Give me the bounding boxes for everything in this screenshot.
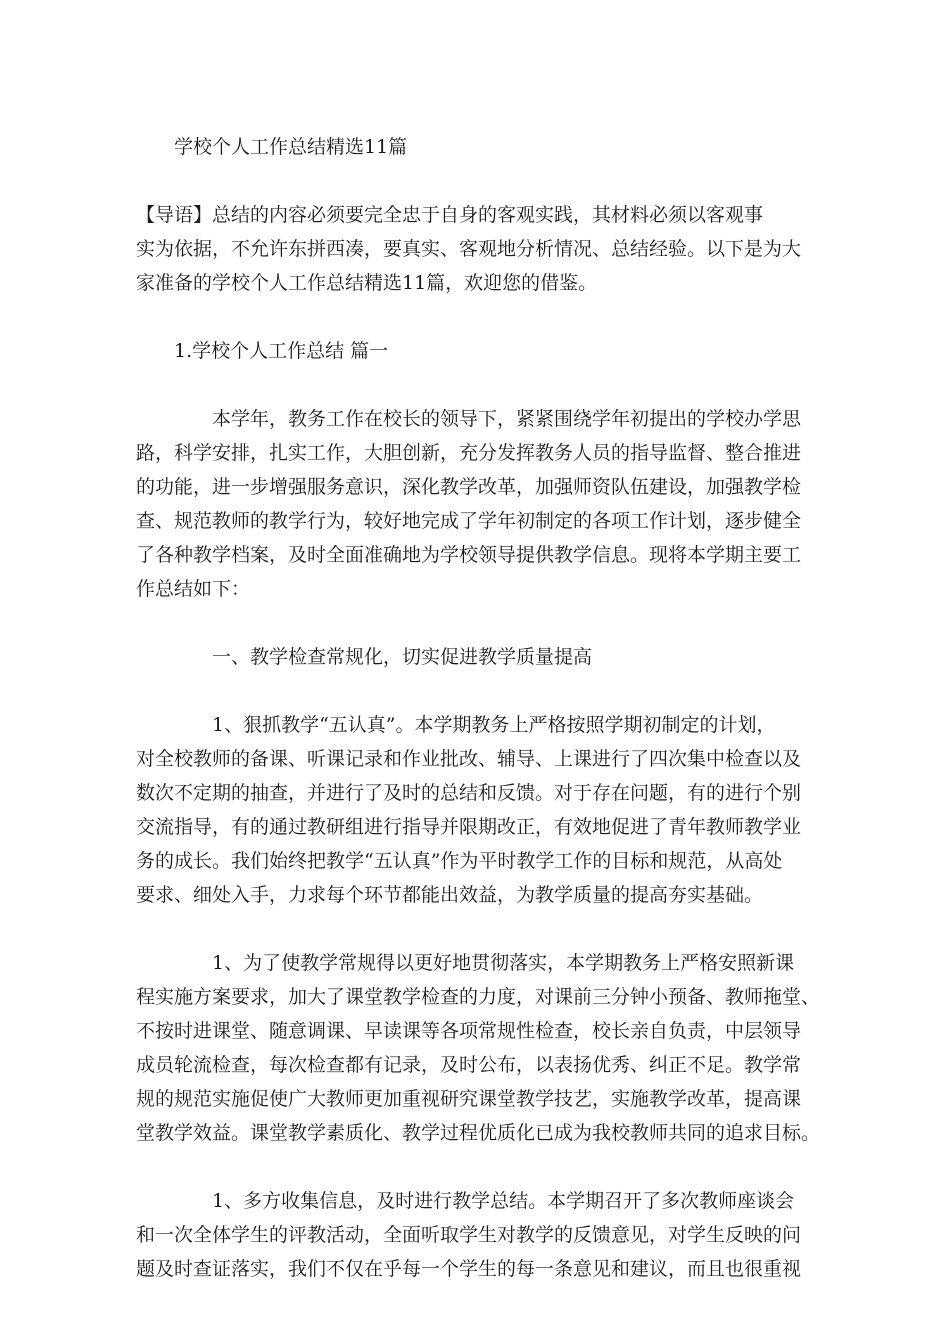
document-page — [136, 130, 820, 1286]
body-paragraph — [136, 708, 820, 912]
body-paragraph — [136, 402, 820, 606]
text-line: 家准备的学校个人工作总结精选11篇，欢迎您的借鉴。 — [136, 272, 598, 294]
text-line: 堂教学效益。课堂教学素质化、教学过程优质化已成为我校教师共同的追求目标。 — [136, 1122, 820, 1144]
section-heading: 一、教学检查常规化，切实促进教学质量提高 — [212, 646, 593, 668]
text-line: 对全校教师的备课、听课记录和作业批改、辅导、上课进行了四次集中检查以及 — [136, 748, 802, 770]
text-line: 不按时进课堂、随意调课、早读课等各项常规性检查，校长亲自负责，中层领导 — [136, 1020, 802, 1042]
body-paragraph — [136, 1184, 820, 1286]
text-line: 路，科学安排，扎实工作，大胆创新，充分发挥教务人员的指导监督、整合推进 — [136, 442, 802, 464]
text-line: 了各种教学档案，及时全面准确地为学校领导提供教学信息。现将本学期主要工 — [136, 544, 802, 566]
text-line: 程实施方案要求，加大了课堂教学检查的力度，对课前三分钟小预备、教师拖堂、 — [136, 986, 820, 1008]
text-line: 规的规范实施促使广大教师更加重视研究课堂教学技艺，实施教学改革，提高课 — [136, 1088, 802, 1110]
article-heading: 1.学校个人工作总结 篇一 — [174, 340, 389, 362]
text-line: 1、多方收集信息，及时进行教学总结。本学期召开了多次教师座谈会 — [212, 1190, 795, 1212]
intro-paragraph — [136, 198, 820, 300]
text-line: 本学年，教务工作在校长的领导下，紧紧围绕学年初提出的学校办学思 — [212, 408, 802, 430]
text-line: 【导语】总结的内容必须要完全忠于自身的客观实践，其材料必须以客观事 — [136, 204, 764, 226]
text-line: 作总结如下： — [136, 578, 251, 600]
text-line: 的功能，进一步增强服务意识，深化教学改革，加强师资队伍建设，加强教学检 — [136, 476, 802, 498]
text-line: 实为依据，不允许东拼西凑，要真实、客观地分析情况、总结经验。以下是为大 — [136, 238, 802, 260]
text-line: 1、为了使教学常规得以更好地贯彻落实，本学期教务上严格安照新课 — [212, 952, 795, 974]
text-line: 1、狠抓教学“五认真”。本学期教务上严格按照学期初制定的计划， — [212, 714, 776, 736]
document-title: 学校个人工作总结精选11篇 — [174, 136, 408, 158]
text-line: 数次不定期的抽查，并进行了及时的总结和反馈。对于存在问题，有的进行个别 — [136, 782, 802, 804]
text-line: 交流指导，有的通过教研组进行指导并限期改正，有效地促进了青年教师教学业 — [136, 816, 802, 838]
body-paragraph — [136, 946, 820, 1150]
text-line: 成员轮流检查，每次检查都有记录，及时公布，以表扬优秀、纠正不足。教学常 — [136, 1054, 802, 1076]
text-line: 查、规范教师的教学行为，较好地完成了学年初制定的各项工作计划，逐步健全 — [136, 510, 802, 532]
text-line: 要求、细处入手，力求每个环节都能出效益，为教学质量的提高夯实基础。 — [136, 884, 764, 906]
text-line: 和一次全体学生的评教活动，全面听取学生对教学的反馈意见，对学生反映的问 — [136, 1224, 802, 1246]
text-line: 题及时查证落实，我们不仅在乎每一个学生的每一条意见和建议，而且也很重视 — [136, 1258, 802, 1280]
text-line: 务的成长。我们始终把教学“五认真”作为平时教学工作的目标和规范，从高处 — [136, 850, 783, 872]
